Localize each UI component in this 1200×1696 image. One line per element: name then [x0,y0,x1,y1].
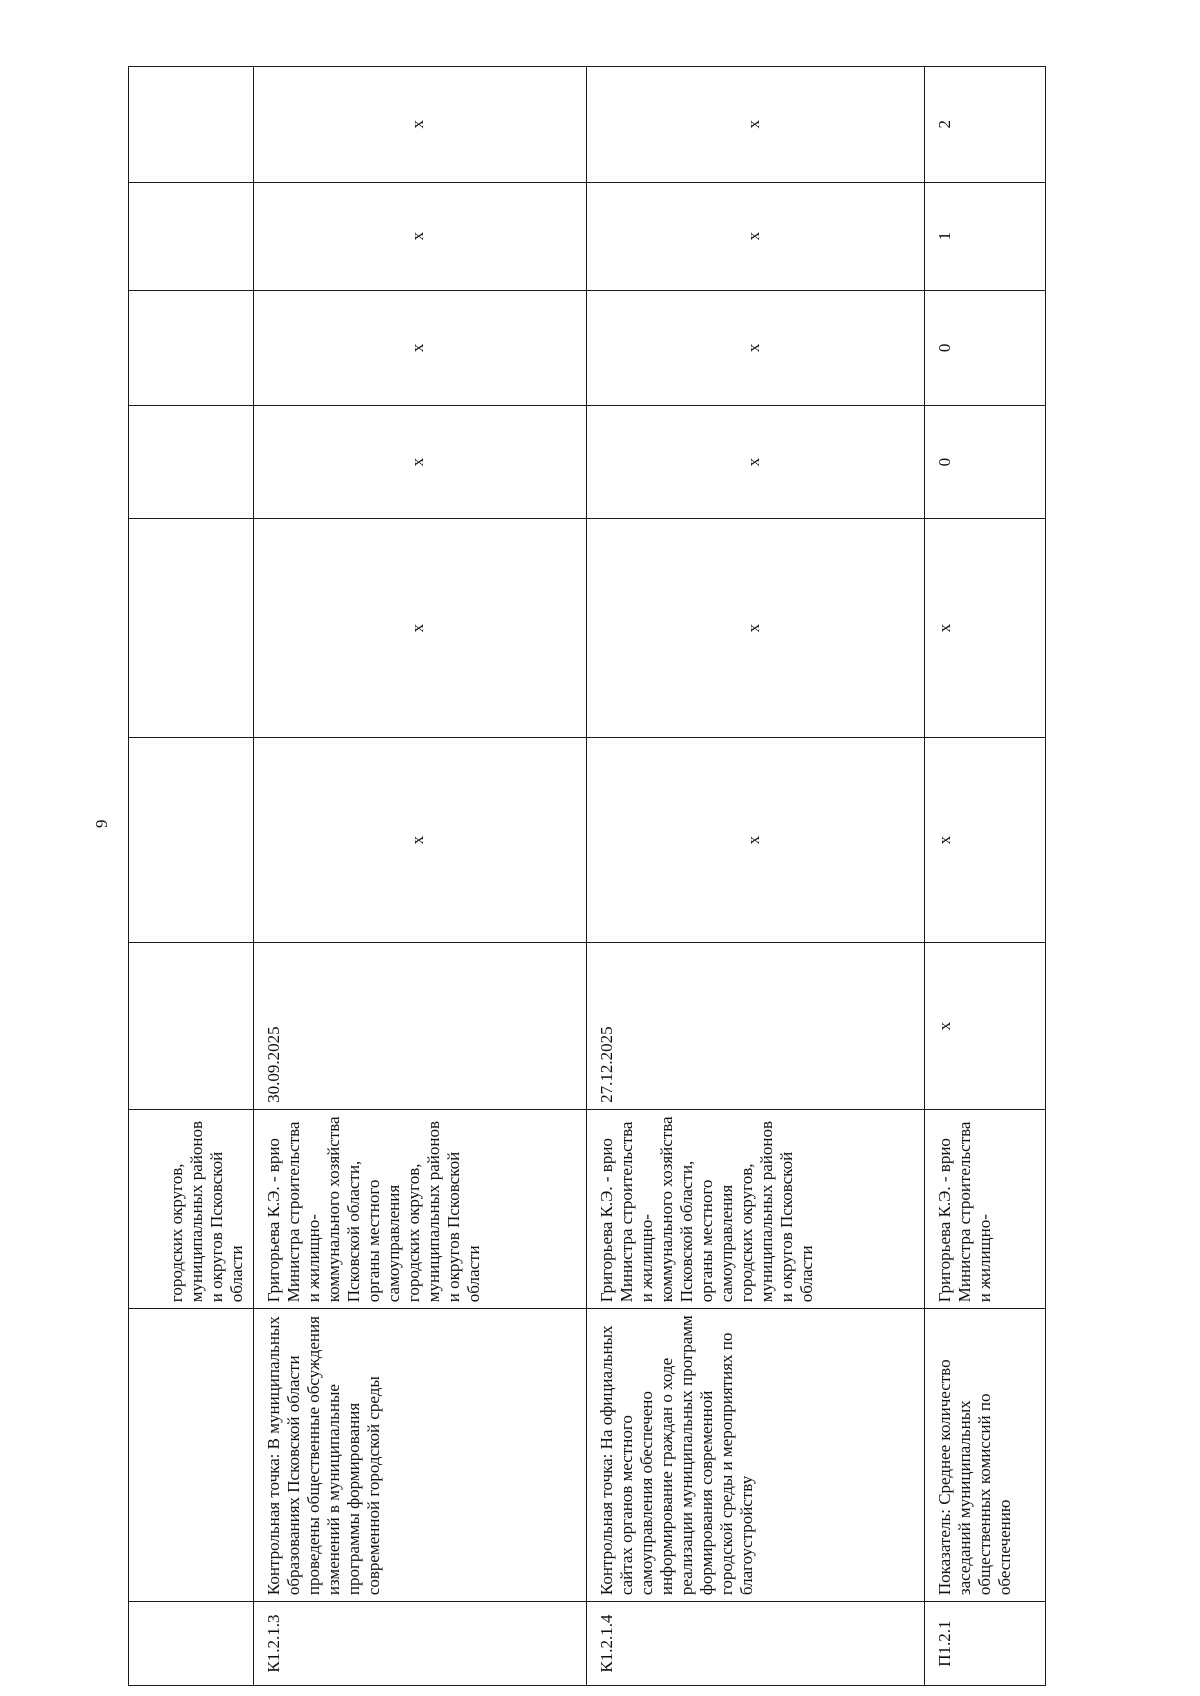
value-cell [129,290,254,405]
value-cell [129,182,254,290]
responsible-cell: Григорьева К.Э. - врио Министра строительства и жилищно- [925,1109,1046,1308]
responsible-cell: Григорьева К.Э. - врио Министра строительства и жилищно-коммунального хозяйства Псковской области, органы местного самоуправления городских округов, муниципальных районов и округов Псковской области [254,1109,587,1308]
value-cell [129,519,254,738]
code-cell: К1.2.1.4 [587,1602,925,1686]
rotated-table-sheet [128,66,1045,1686]
code-cell: К1.2.1.3 [254,1602,587,1686]
value-cell: 2 [925,67,1046,183]
code-cell: П1.2.1 [925,1602,1046,1686]
date-cell: х [925,943,1046,1110]
value-cell: х [254,290,587,405]
value-cell: 0 [925,290,1046,405]
page-number: 9 [92,819,111,828]
date-cell: 27.12.2025 [587,943,925,1110]
table-row [129,67,254,1686]
value-cell: х [254,182,587,290]
date-cell [129,943,254,1110]
value-cell: х [587,737,925,942]
name-cell: Контрольная точка: На официальных сайтах органов местного самоуправления обеспечено информирование граждан о ходе реализации муниципальных программ формирования современной городской среды и мероприятиях по благоустройству [587,1309,925,1602]
value-cell [129,737,254,942]
responsible-cell: городских округов, муниципальных районов и округов Псковской области [129,1109,254,1308]
responsible-cell: Григорьева К.Э. - врио Министра строительства и жилищно-коммунального хозяйства Псковской области, органы местного самоуправления городских округов, муниципальных районов и округов Псковской области [587,1109,925,1308]
value-cell: х [587,67,925,183]
name-cell: Показатель: Среднее количество заседаний муниципальных общественных комиссий по обеспечению [925,1309,1046,1602]
value-cell: х [587,290,925,405]
value-cell [129,406,254,519]
value-cell: х [587,406,925,519]
value-cell: х [925,737,1046,942]
value-cell: х [587,519,925,738]
value-cell [129,67,254,183]
value-cell: х [254,737,587,942]
table-row [587,67,925,1686]
report-table [128,66,1046,1686]
value-cell: х [254,519,587,738]
value-cell: х [254,406,587,519]
value-cell: х [587,182,925,290]
table-row [925,67,1046,1686]
value-cell: х [925,519,1046,738]
code-cell [129,1602,254,1686]
name-cell: Контрольная точка: В муниципальных образованиях Псковской области проведены общественные обсуждения изменений в муниципальные программы формирования современной городской среды [254,1309,587,1602]
value-cell: 0 [925,406,1046,519]
value-cell: 1 [925,182,1046,290]
table-row [254,67,587,1686]
date-cell: 30.09.2025 [254,943,587,1110]
name-cell [129,1309,254,1602]
value-cell: х [254,67,587,183]
